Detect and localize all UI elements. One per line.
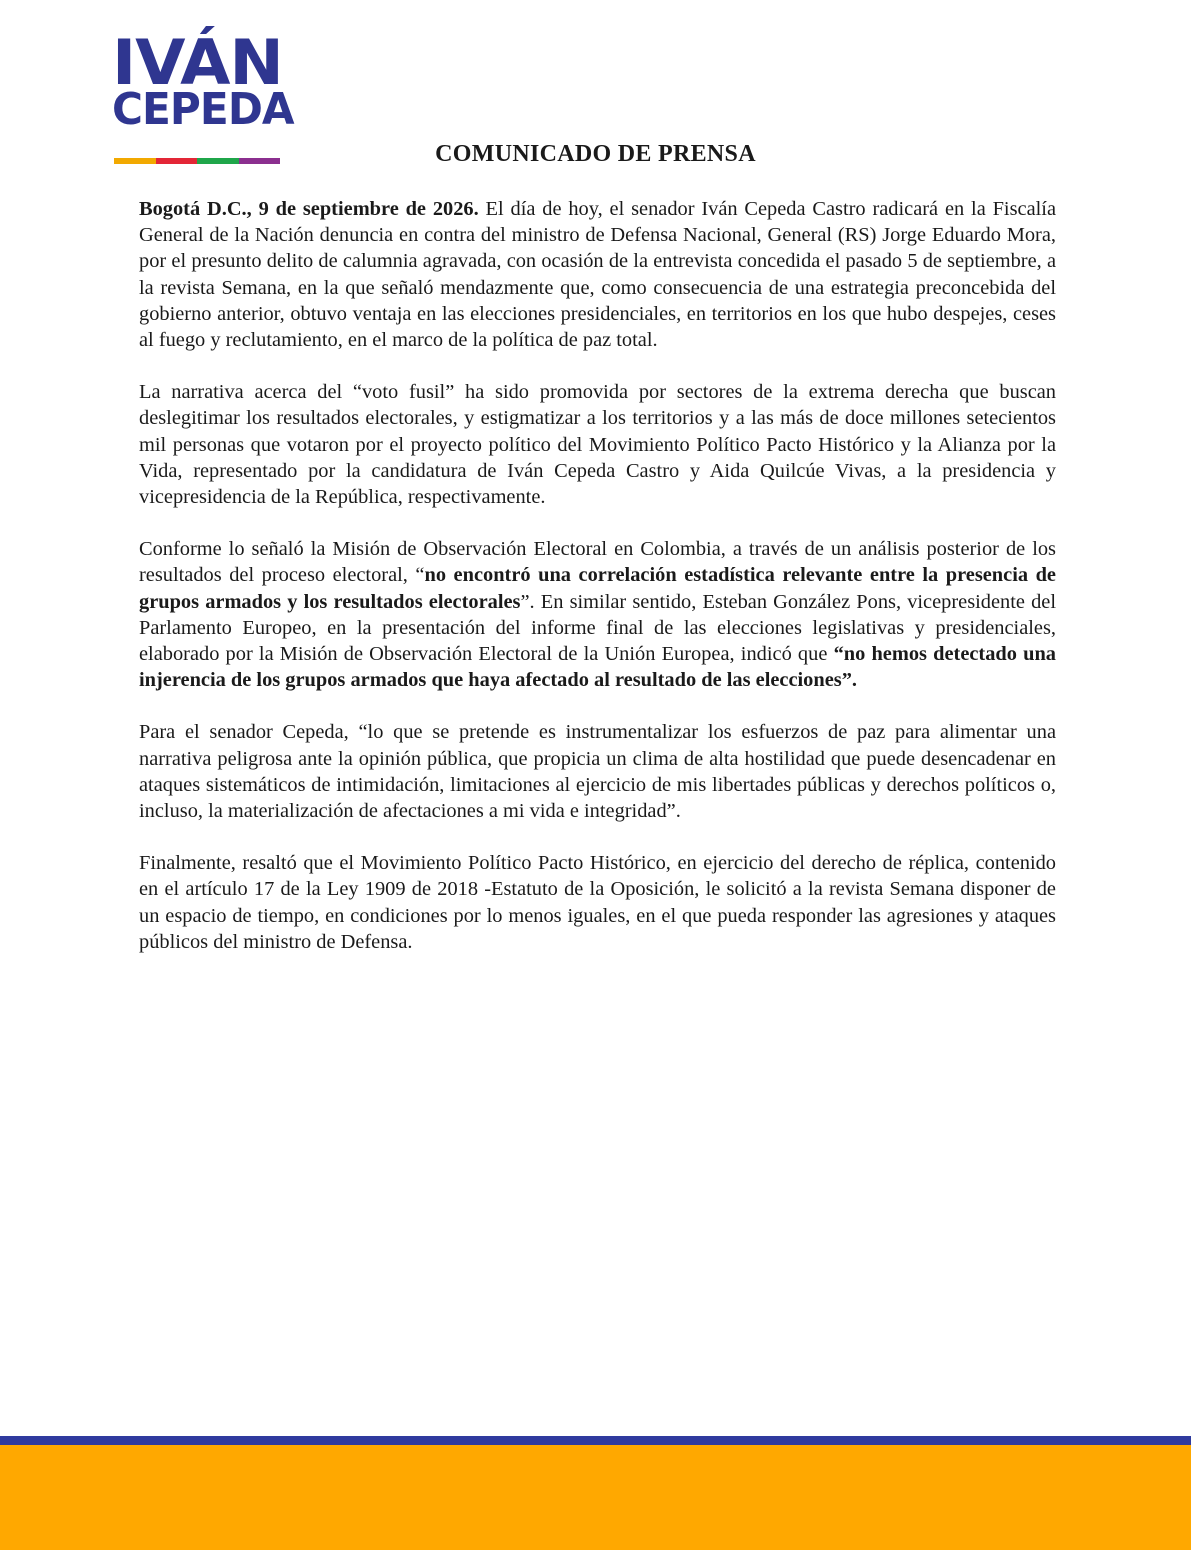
campaign-logo bbox=[112, 26, 294, 135]
text-run: El día de hoy, el senador Iván Cepeda Castro radicará en la Fiscalía General de la Nación denuncia en contra del ministro de Defensa Nacional, General (RS) Jorge Eduardo Mora, por el presunto delito de calumnia agravada, con ocasión de la entrevista concedida el pasado 5 de septiembre, a la revista Semana, en la que señaló mendazmente que, como consecuencia de una estrategia preconcebida del gobierno anterior, obtuvo ventaja en las elecciones presidenciales, en territorios en los que hubo despejes, ceses al fuego y reclutamiento, en el marco de la política de paz total. bbox=[139, 198, 1057, 352]
paragraph bbox=[139, 536, 1056, 693]
logo-name-first: IVÁN bbox=[112, 26, 283, 99]
paragraph bbox=[139, 379, 1056, 510]
press-release-body bbox=[139, 196, 1056, 981]
text-run: Conforme lo señaló la Misión de Observación Electoral en Colombia, a través de un análisis posterior de los resultados del proceso electoral, “ bbox=[139, 538, 1056, 587]
text-run: Finalmente, resaltó que el Movimiento Político Pacto Histórico, en ejercicio del derecho de réplica, contenido en el artículo 17 de la Ley 1909 de 2018 -Estatuto de la Oposición, le solicitó a la revista Semana disponer de un espacio de tiempo, en condiciones por lo menos iguales, en el que pueda responder las agresiones y ataques públicos del ministro de Defensa. bbox=[139, 852, 1056, 953]
logo-name-last: CEPEDA bbox=[112, 84, 294, 135]
paragraph bbox=[139, 196, 1056, 353]
document-title: COMUNICADO DE PRENSA bbox=[435, 141, 756, 167]
footer-blue-band bbox=[0, 1436, 1191, 1445]
text-run: La narrativa acerca del “voto fusil” ha sido promovida por sectores de la extrema derecha que buscan deslegitimar los resultados electorales, y estigmatizar a los territorios y a las más de doce millones setecientos mil personas que votaron por el proyecto político del Movimiento Político Pacto Histórico y la Alianza por la Vida, representado por la candidatura de Iván Cepeda Castro y Aida Quilcúe Vivas, a la presidencia y vicepresidencia de la República, respectivamente. bbox=[139, 381, 1056, 509]
bold-text-run: Bogotá D.C., 9 de septiembre de 2026. bbox=[139, 198, 479, 220]
text-run: Para el senador Cepeda, “lo que se pretende es instrumentalizar los esfuerzos de paz para alimentar una narrativa peligrosa ante la opinión pública, que propicia un clima de alta hostilidad que puede desencadenar en ataques sistemáticos de intimidación, limitaciones al ejercicio de mis libertades públicas y derechos políticos o, incluso, la materialización de afectaciones a mi vida e integridad”. bbox=[139, 721, 1056, 823]
paragraph bbox=[139, 719, 1056, 824]
text-run: ”. En similar sentido, Esteban González Pons, vicepresidente del Parlamento Europeo, en la presentación del informe final de las elecciones legislativas y presidenciales, elaborado por la Misión de Observación Electoral de la Unión Europea, indicó que bbox=[139, 590, 1057, 666]
bold-text-run: no encontró una correlación estadística relevante entre la presencia de grupos armados y los resultados electorales bbox=[139, 564, 1056, 613]
paragraph bbox=[139, 850, 1056, 955]
footer-orange-bar bbox=[0, 1445, 1191, 1550]
bold-text-run: “no hemos detectado una injerencia de los grupos armados que haya afectado al resultado de las elecciones”. bbox=[139, 643, 1056, 692]
